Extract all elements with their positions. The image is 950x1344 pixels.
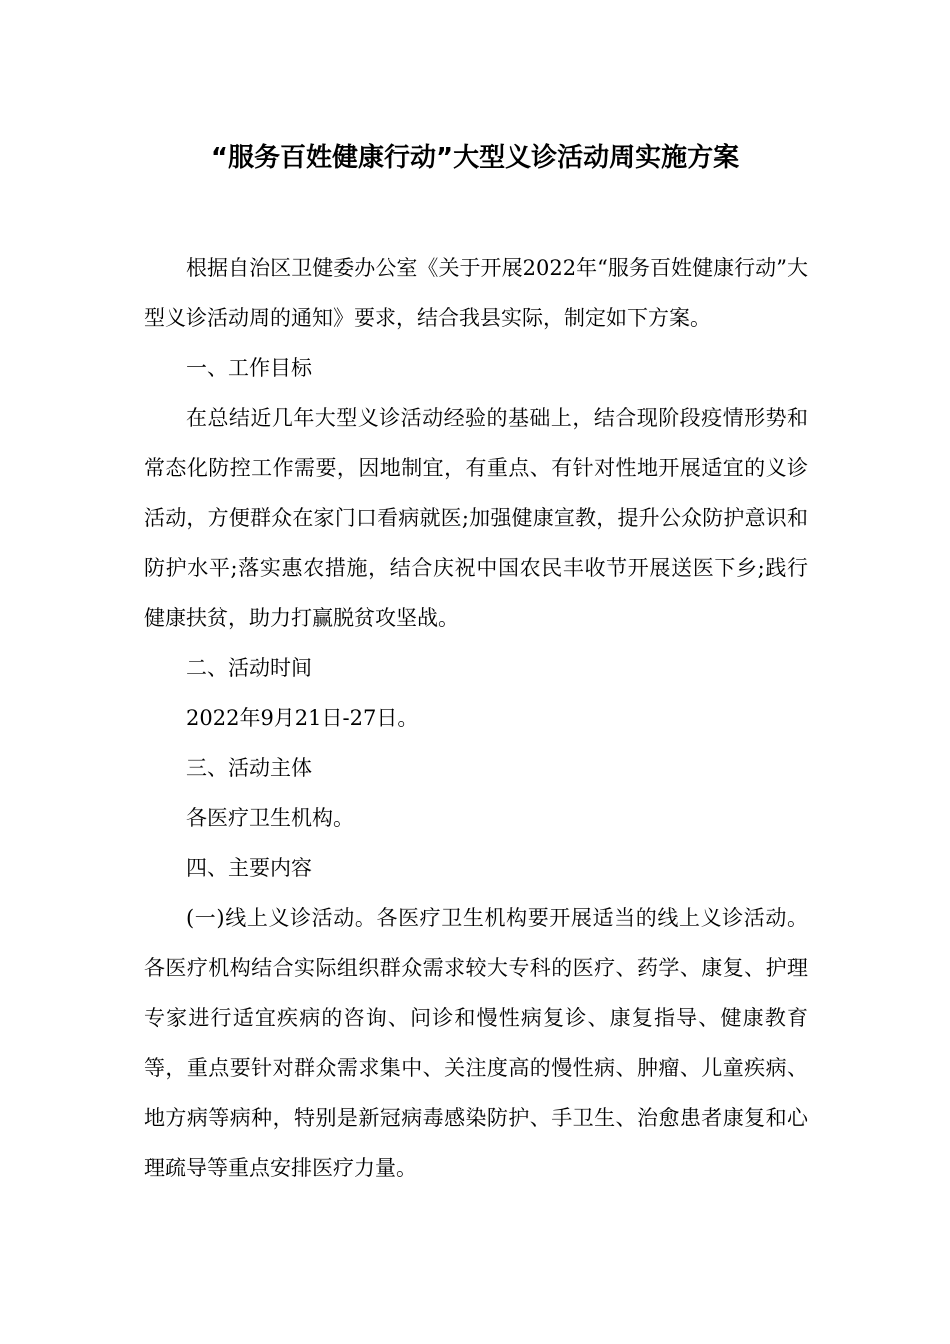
paragraph-online-clinic: (一)线上义诊活动。各医疗卫生机构要开展适当的线上义诊活动。各医疗机构结合实际组织群众需求较大专科的医疗、药学、康复、护理专家进行适宜疾病的咨询、问诊和慢性病复诊、康复指导、健康教育等，重点要针对群众需求集中、关注度高的慢性病、肿瘤、儿童疾病、地方病等病种，特别是新冠病毒感染防护、手卫生、治愈患者康复和心理疏导等重点安排医疗力量。 xyxy=(144,906,808,1180)
section-heading-goals: 一、工作目标 xyxy=(186,356,312,380)
section-heading-content: 四、主要内容 xyxy=(186,856,312,880)
paragraph-time: 2022年9月21日-27日。 xyxy=(186,706,419,730)
paragraph-subject: 各医疗卫生机构。 xyxy=(186,806,354,830)
section-heading-time: 二、活动时间 xyxy=(186,656,312,680)
document-title: “服务百姓健康行动”大型义诊活动周实施方案 xyxy=(210,143,740,173)
paragraph-goals: 在总结近几年大型义诊活动经验的基础上，结合现阶段疫情形势和常态化防控工作需要，因地制宜，有重点、有针对性地开展适宜的义诊活动，方便群众在家门口看病就医;加强健康宣教，提升公众防护意识和防护水平;落实惠农措施，结合庆祝中国农民丰收节开展送医下乡;践行健康扶贫，助力打赢脱贫攻坚战。 xyxy=(144,406,808,630)
section-heading-subject: 三、活动主体 xyxy=(186,756,312,780)
paragraph-intro: 根据自治区卫健委办公室《关于开展2022年“服务百姓健康行动”大型义诊活动周的通知》要求，结合我县实际，制定如下方案。 xyxy=(144,256,808,330)
document-body xyxy=(144,243,808,1193)
